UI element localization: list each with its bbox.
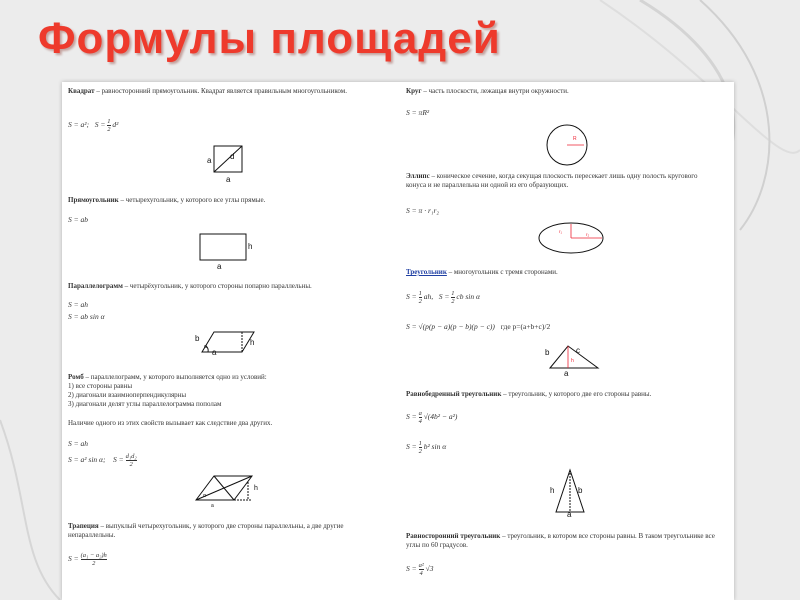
isosceles-formula-2-lhs: S =: [406, 442, 417, 452]
rhombus-cond-2: 2) диагонали взаимноперпендикулярны: [68, 391, 187, 399]
rectangle-description: [68, 196, 348, 205]
isosceles-formula-1-frac: $\frac{a}{4}$: [418, 410, 422, 425]
triangle-formula-2-rest: cb sin α: [456, 292, 480, 302]
square-formula-2-frac: $\frac{1}{2}$: [107, 118, 111, 133]
circle-formula-1: S = πR²: [406, 108, 430, 117]
equilateral-formula-rest: √3: [425, 564, 434, 574]
square-desc: – равносторонний прямоугольник. Квадрат является правильным многоугольником.: [94, 87, 347, 95]
square-formula-row: S = a²; S = $\frac{1}{2}$ d²: [68, 118, 119, 133]
parallelogram-formula-1: S = ah: [68, 300, 89, 309]
rhombus-label-alpha: α: [203, 493, 206, 499]
triangle-formula-row-1: S = $\frac{1}{2}$ ah, S = $\frac{1}{2}$ cb sin α: [406, 290, 480, 305]
rectangle-desc: – четырехугольник, у которого все углы прямые.: [118, 196, 266, 204]
isosceles-label-h: h: [550, 486, 555, 495]
square-description: [68, 87, 348, 96]
square-label-a-side: a: [207, 156, 212, 165]
triangle-desc: – многоугольник с тремя сторонами.: [446, 268, 558, 276]
square-name: Квадрат: [68, 87, 95, 95]
rhombus-description: [68, 373, 368, 409]
triangle-formula-row-3: [406, 322, 550, 331]
equilateral-description: [406, 532, 724, 550]
page-title: Формулы площадей: [38, 14, 501, 63]
triangle-formula-2-lhs: S =: [438, 292, 450, 302]
ellipse-figure: [536, 220, 606, 256]
trapezoid-description: [68, 522, 368, 540]
triangle-label-h: h: [571, 358, 574, 364]
equilateral-name: Равносторонний треугольник: [406, 532, 501, 540]
triangle-formula-1-rest: ah: [423, 292, 432, 302]
circle-figure: [542, 122, 592, 168]
circle-description: [406, 87, 716, 96]
square-label-a-bottom: a: [226, 175, 231, 184]
triangle-figure: [544, 342, 604, 372]
equilateral-formula-frac: $\frac{\text{a²}}{4}$: [418, 562, 424, 577]
isosceles-formula-2-frac: $\frac{1}{2}$: [418, 440, 422, 455]
ellipse-desc: – коническое сечение, когда секущая плоскость пересекает лишь одну полость кругового конуса и не параллельна ни одной из его образующих.: [406, 172, 698, 189]
circle-name: Круг: [406, 87, 422, 95]
triangle-label-a: a: [564, 369, 569, 378]
ellipse-label-r1: r₁: [559, 229, 563, 234]
trapezoid-formula-lhs: S =: [68, 554, 79, 564]
isosceles-label-b: b: [578, 486, 583, 495]
isosceles-formula-row-2: [406, 440, 446, 455]
isosceles-formula-1-rest: √(4b² − a²): [423, 412, 458, 422]
isosceles-name: Равнобедренный треугольник: [406, 390, 502, 398]
isosceles-desc: – треугольник, у которого две его стороны равны.: [501, 390, 652, 398]
rhombus-note: Наличие одного из этих свойств вызывает как следствие два других.: [68, 419, 273, 427]
square-formula-2-lhs: S =: [94, 120, 106, 130]
rhombus-label-a: a: [211, 503, 214, 509]
rhombus-formula-3-lhs: S =: [113, 455, 124, 465]
rhombus-cond-3: 3) диагонали делят углы параллелограмма пополам: [68, 400, 222, 408]
rhombus-figure: [190, 472, 260, 506]
isosceles-formula-1-lhs: S =: [406, 412, 417, 422]
trapezoid-formula-frac: $\frac{\text{(a₁ − a₂)h}}{2}$: [80, 552, 107, 567]
rectangle-label-a: a: [217, 262, 222, 271]
parallelogram-label-b: b: [195, 334, 200, 343]
square-formula-2-rest: d²: [112, 120, 119, 130]
rhombus-name: Ромб: [68, 373, 84, 381]
parallelogram-name: Параллелограмм: [68, 282, 123, 290]
isosceles-formula-2-rest: b² sin α: [423, 442, 447, 452]
rectangle-formula-1: S = ab: [68, 215, 89, 224]
equilateral-formula-lhs: S =: [406, 564, 417, 574]
parallelogram-formula-2: S = ab sin α: [68, 312, 105, 321]
rhombus-cond-1: 1) все стороны равны: [68, 382, 133, 390]
isosceles-formula-row-1: [406, 410, 457, 425]
equilateral-desc: – треугольник, в котором все стороны равны. В таком треугольнике все углы по 60 градусов.: [406, 532, 715, 549]
ellipse-description: [406, 172, 718, 190]
circle-label-r: R: [573, 136, 577, 142]
rhombus-formula-row-2: S = a² sin α; S = $\frac{\text{d₁d₂}}{2}$: [68, 453, 137, 468]
parallelogram-label-h: h: [250, 338, 255, 347]
rhombus-formula-2: S = a² sin α: [68, 455, 103, 465]
triangle-formula-2-frac: $\frac{1}{2}$: [451, 290, 455, 305]
rhombus-formula-1: S = ah: [68, 439, 89, 448]
trapezoid-name: Трапеция: [68, 522, 99, 530]
ellipse-formula-1: S = π · r₁r₂: [406, 206, 439, 215]
trapezoid-formula-row: [68, 552, 107, 567]
equilateral-formula-row: [406, 562, 434, 577]
triangle-name-link[interactable]: Треугольник: [406, 268, 447, 276]
trapezoid-desc: – выпуклый четырехугольник, у которого две стороны параллельны, а две другие непараллельны.: [68, 522, 344, 539]
rhombus-formula-3-frac: $\frac{\text{d₁d₂}}{2}$: [125, 453, 137, 468]
triangle-description: [406, 268, 718, 277]
rectangle-figure: [192, 232, 252, 264]
parallelogram-label-a: a: [212, 348, 217, 357]
rectangle-name: Прямоугольник: [68, 196, 119, 204]
formula-sheet: [62, 82, 734, 600]
isosceles-figure: [550, 466, 590, 516]
triangle-formula-1-lhs: S =: [406, 292, 417, 302]
ellipse-label-r2: r₂: [586, 232, 590, 237]
parallelogram-desc: – четырёхугольник, у которого стороны попарно параллельны.: [122, 282, 312, 290]
square-formula-1: S = a²: [68, 120, 87, 130]
rhombus-label-h: h: [254, 485, 258, 492]
parallelogram-description: [68, 282, 368, 291]
circle-desc: – часть плоскости, лежащая внутри окружности.: [421, 87, 569, 95]
ellipse-name: Эллипс: [406, 172, 430, 180]
rhombus-desc: – параллелограмм, у которого выполняется одно из условий:: [83, 373, 267, 381]
triangle-formula-3-note: где p=(a+b+c)/2: [500, 322, 551, 331]
triangle-label-c: c: [576, 346, 580, 355]
square-label-d: d: [230, 152, 235, 161]
rectangle-label-h: h: [248, 242, 253, 251]
parallelogram-label-alpha: α: [204, 344, 207, 350]
isosceles-label-a: a: [567, 510, 572, 519]
isosceles-description: [406, 390, 718, 399]
triangle-label-b: b: [545, 348, 550, 357]
triangle-formula-3: S = √(p(p − a)(p − b)(p − c)): [406, 322, 495, 331]
triangle-formula-1-frac: $\frac{1}{2}$: [418, 290, 422, 305]
